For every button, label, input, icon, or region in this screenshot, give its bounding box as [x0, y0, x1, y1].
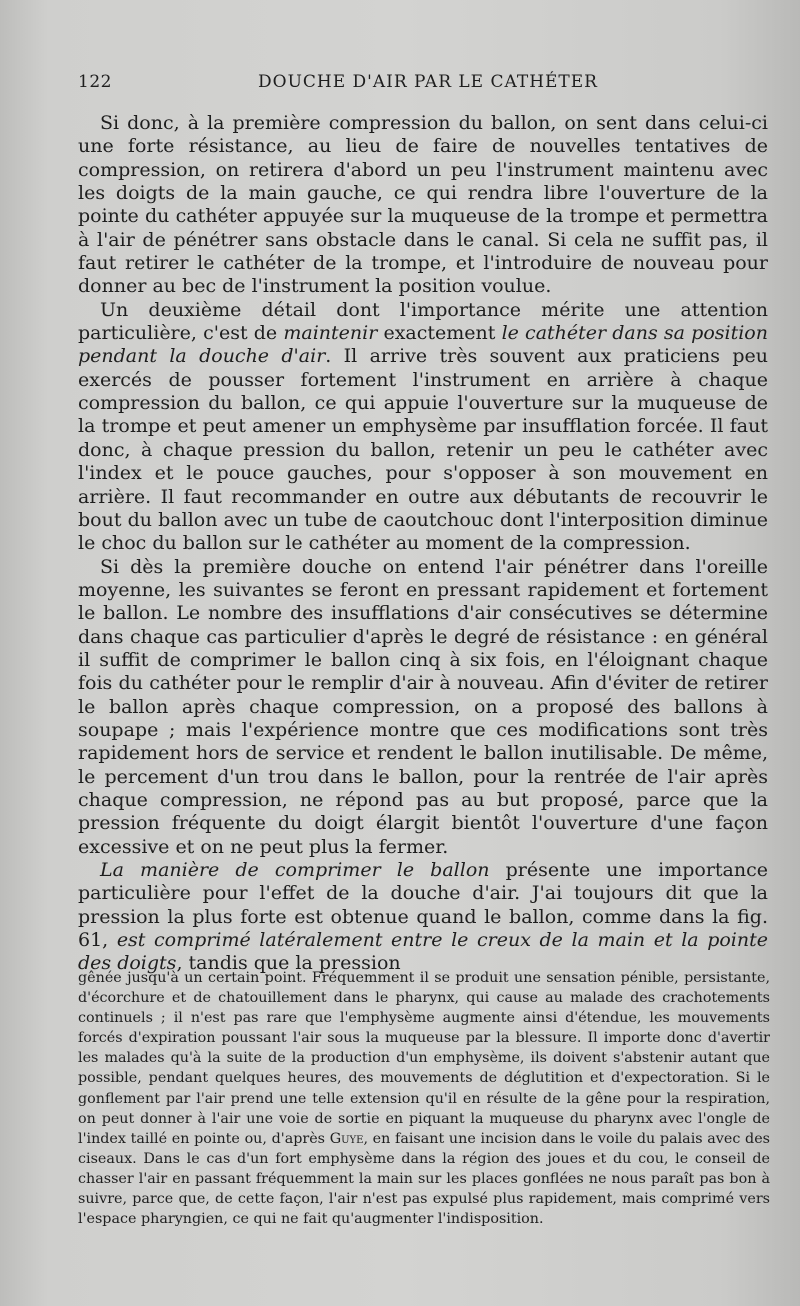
paragraph-4-italic-2: est comprimé latéralement entre le creux de la main et la pointe des doigts: [78, 929, 768, 975]
footnote-text-b: , en faisant une incision dans le voile du palais avec des ciseaux. Dans le cas d'un fort emphysème dans la région des joues et du cou, le conseil de chasser l'air en passant fréquemment la main sur les places gonflées ne nous paraît pas bon à suivre, parce que, de cette façon, l'air n'est pas expulsé plus rapidement, mais comprimé vers l'espace pharyngien, ce qui ne fait qu'augmenter l'indisposition.: [78, 1130, 770, 1228]
running-title: DOUCHE D'AIR PAR LE CATHÉTER: [258, 72, 598, 92]
paragraph-3-text: Si dès la première douche on entend l'air pénétrer dans l'oreille moyenne, les suivantes se feront en pressant rapidement et fortement le ballon. Le nombre des insufflations d'air consécutives se détermine dans chaque cas particulier d'après le degré de résistance : en général il suffit de comprimer le ballon cinq à six fois, en l'éloignant chaque fois du cathéter pour le remplir d'air à nouveau. Afin d'éviter de retirer le ballon après chaque compression, on a proposé des ballons à soupape ; mais l'expérience montre que ces modifications sont très rapidement hors de service et rendent le ballon inutilisable. De même, le percement d'un trou dans le ballon, pour la rentrée de l'air après chaque compression, ne répond pas au but proposé, parce que la pression fréquente du doigt élargit bientôt l'ouverture d'une façon excessive et on ne peut plus la fermer.: [78, 555, 768, 858]
footnote: [78, 968, 770, 1229]
paragraph-4-text-a: présente une importance particulière pour l'effet de la douche d'air. J'ai toujours dit que la pression la plus forte est obtenue quand le ballon, comme dans la fig. 61,: [78, 859, 768, 952]
paragraph-4-text-b: , tandis que la pression: [176, 952, 401, 975]
main-text: [78, 112, 768, 976]
page-number: 122: [78, 72, 112, 92]
paragraph-2-italic-1: maintenir: [283, 322, 378, 345]
paragraph-2-text-b: exactement: [377, 322, 502, 345]
paragraph-4-italic-1: La manière de comprimer le ballon: [100, 859, 490, 881]
paragraph-1: [78, 112, 768, 299]
paragraph-2-text-a: Un deuxième détail dont l'importance mérite une attention particulière, c'est de: [78, 298, 768, 345]
paragraph-4: [78, 859, 768, 976]
running-header: [78, 72, 768, 100]
paragraph-2-text-c: . Il arrive très souvent aux praticiens peu exercés de pousser fortement l'instrument en arrière à chaque compression du ballon, ce qui appuie l'ouverture sur la muqueuse de la trompe et peut amener un emphysème par insufflation forcée. Il faut donc, à chaque pression du ballon, retenir un peu le cathéter avec l'index et le pouce gauches, pour s'opposer à son mouvement en arrière. Il faut recommander en outre aux débutants de recouvrir le bout du ballon avec un tube de caoutchouc dont l'interposition diminue le choc du ballon sur le cathéter au moment de la compression.: [78, 345, 768, 555]
paragraph-1-text: Si donc, à la première compression du ballon, on sent dans celui-ci une forte résistance, au lieu de faire de nouvelles tentatives de compression, on retirera d'abord un peu l'instrument maintenu avec les doigts de la main gauche, ce qui rendra libre l'ouverture de la pointe du cathéter appuyée sur la muqueuse de la trompe et permettra à l'air de pénétrer sans obstacle dans le canal. Si cela ne suffit pas, il faut retirer le cathéter de la trompe, et l'introduire de nouveau pour donner au bec de l'instrument la position voulue.: [78, 112, 768, 298]
footnote-author: Guye: [329, 1130, 364, 1147]
paragraph-2: [78, 299, 768, 556]
footnote-text-a: gênée jusqu'à un certain point. Fréquemment il se produit une sensation pénible, persistante, d'écorchure et de chatouillement dans le pharynx, qui cause au malade des crachotements continuels ; il n'est pas rare que l'emphysème augmente ainsi d'étendue, les mouvements forcés d'expiration poussant l'air sous la muqueuse par la blessure. Il importe donc d'avertir les malades qu'à la suite de la production d'un emphysème, ils doivent s'abstenir autant que possible, pendant quelques heures, des mouvements de déglutition et d'expectoration. Si le gonflement par l'air prend une telle extension qu'il en résulte de la gêne pour la respiration, on peut donner à l'air une voie de sortie en piquant la muqueuse du pharynx avec l'ongle de l'index taillé en pointe ou, d'après: [78, 970, 770, 1147]
paragraph-2-italic-2: le cathéter dans sa position pendant la douche d'air: [78, 322, 768, 368]
paragraph-3: [78, 556, 768, 859]
footnote-paragraph: [78, 968, 770, 1229]
